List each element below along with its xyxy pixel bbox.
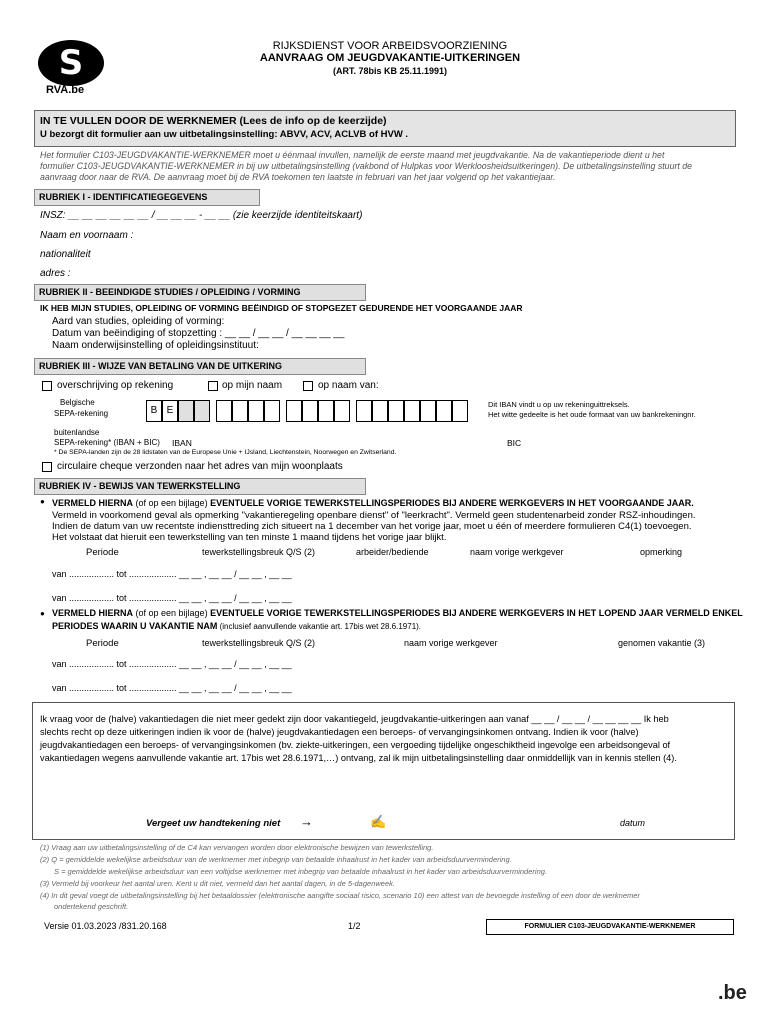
table1-row[interactable]: van .................. tot ................... __ __ , __ __ / __ __ , __ __	[52, 569, 292, 579]
intro-text-line: Het formulier C103-JEUGDVAKANTIE-WERKNEMER moet u éénmaal invullen, namelijk de eerste maand met jeugdvakantie. Na de vakantieperiode dient u het	[40, 150, 665, 160]
address-field-label[interactable]: adres :	[40, 268, 71, 279]
checkbox-other-name[interactable]	[303, 381, 313, 391]
form-legal-ref: (ART. 78bis KB 25.11.1991)	[332, 66, 448, 76]
table2-row[interactable]: van .................. tot ................... __ __ , __ __ / __ __ , __ __	[52, 683, 292, 693]
belgian-account-label: Belgische	[60, 398, 95, 407]
checkbox-own-name[interactable]	[208, 381, 218, 391]
foreign-iban-label[interactable]: IBAN	[172, 438, 192, 448]
iban-box[interactable]	[194, 400, 210, 422]
iban-box[interactable]	[404, 400, 420, 422]
section-title-rubriek-2: RUBRIEK II - BEEINDIGDE STUDIES / OPLEIDING / VORMING	[34, 284, 366, 301]
checkbox-cheque[interactable]	[42, 462, 52, 472]
iban-box[interactable]	[216, 400, 232, 422]
footnote: (3) Vermeld bij voorkeur het aantal uren. Kent u dit niet, vermeld dan het aantal dagen, in de 5-dagenweek.	[40, 879, 395, 888]
bic-label[interactable]: BIC	[507, 438, 522, 448]
iban-box: B	[146, 400, 162, 422]
iban-box[interactable]	[356, 400, 372, 422]
sepa-countries-note: * De SEPA-landen zijn de 28 lidstaten van de Europese Unie + IJsland, Liechtenstein, Noorwegen en Zwitserland.	[54, 449, 397, 456]
iban-box[interactable]	[232, 400, 248, 422]
table1-header-arbeider: arbeider/bediende	[356, 547, 429, 557]
intro-text-line: aanvraag door naar de RVA. De aanvraag moet bij de RVA toekomen ten laatste in februari van het jaar volgend op het vakantiejaar.	[40, 172, 556, 182]
insz-field[interactable]: INSZ: __ __ __ __ __ __ / __ __ __ - __ __ (zie keerzijde identiteitskaart)	[40, 210, 363, 221]
footnote: S = gemiddelde wekelijkse arbeidsduur van een voltijdse werknemer met inbegrip van betaalde inhaalrust in het kader van arbeidsduurvermindering.	[54, 867, 547, 876]
intro-text-line: formulier C103-JEUGDVAKANTIE-WERKNEMER in bij uw uitbetalingsinstelling (vakbond of Hulpkas voor Werkloosheidsuitkeringen). De uitbetalingsinstelling stuurt de	[40, 161, 693, 171]
arrow-right-icon: →	[300, 814, 313, 829]
footnote: ondertekend geschrift.	[54, 902, 129, 911]
institution-field[interactable]: Naam onderwijsinstelling of opleidingsinstituut:	[52, 340, 259, 351]
footnote: (4) In dit geval voegt de uitbetalingsinstelling bij het betaaldossier (elektronische aangifte sociaal risico, scenario 10) een attest van de bevoegde instelling of een door de werknemer	[40, 891, 640, 900]
study-type-field[interactable]: Aard van studies, opleiding of vorming:	[52, 316, 225, 327]
table2-header-werkgever: naam vorige werkgever	[404, 638, 498, 648]
rubriek-2-heading: IK HEB MIJN STUDIES, OPLEIDING OF VORMING BEËINDIGD OF STOPGEZET GEDURENDE HET VOORGAANDE JAAR	[40, 303, 523, 313]
date-field-label[interactable]: datum	[620, 818, 646, 828]
table1-header-werkgever: naam vorige werkgever	[470, 547, 564, 557]
nationality-field-label[interactable]: nationaliteit	[40, 249, 91, 260]
form-title: AANVRAAG OM JEUGDVAKANTIE-UITKERINGEN	[259, 52, 521, 64]
iban-note: Het witte gedeelte is het oude formaat van uw bankrekeningnr.	[488, 410, 696, 419]
table1-row[interactable]: van .................. tot ................... __ __ , __ __ / __ __ , __ __	[52, 593, 292, 603]
checkbox-cheque-label: circulaire cheque verzonden naar het adres van mijn woonplaats	[57, 461, 343, 472]
pen-icon: ✍	[370, 814, 387, 829]
foreign-sepa-label: SEPA-rekening* (IBAN + BIC)	[54, 438, 160, 447]
iban-box[interactable]	[420, 400, 436, 422]
form-code-box: FORMULIER C103-JEUGDVAKANTIE-WERKNEMER	[486, 919, 734, 935]
iban-box[interactable]	[264, 400, 280, 422]
iban-box: E	[162, 400, 178, 422]
table2-header-vakantie: genomen vakantie (3)	[618, 638, 706, 648]
iban-box[interactable]	[436, 400, 452, 422]
checkbox-other-name-label: op naam van:	[318, 380, 379, 391]
table1-header-period: Periode	[86, 547, 119, 558]
checkbox-own-name-label: op mijn naam	[222, 380, 283, 391]
bullet-icon: ●	[40, 497, 45, 506]
rubriek-4-para1-line: Het volstaat dat hieruit een tewerkstelling van ten minste 1 maand tijdens het vorige jaar blijkt.	[52, 532, 447, 543]
iban-box[interactable]	[318, 400, 334, 422]
checkbox-transfer[interactable]	[42, 381, 52, 391]
declaration-line: Ik vraag voor de (halve) vakantiedagen die niet meer gedekt zijn door vakantiegeld, jeugdvakantie-uitkeringen aan vanaf __ __ / __ __ / __ __ __ __ Ik heb	[40, 714, 669, 724]
iban-box[interactable]	[302, 400, 318, 422]
section-title-rubriek-1: RUBRIEK I - IDENTIFICATIEGEGEVENS	[34, 189, 260, 206]
agency-name: RIJKSDIENST VOOR ARBEIDSVOORZIENING	[272, 40, 508, 52]
declaration-line: vakantiedagen wegens aanvullende vakantie art. 17bis wet 28.6.1971,…) ontvang, zal ik mijn uitbetalingsinstelling daar onmiddellijk van in kennis stellen (4).	[40, 753, 677, 763]
signature-reminder: Vergeet uw handtekening niet	[146, 818, 281, 829]
footnote: (2) Q = gemiddelde wekelijkse arbeidsduur van de werknemer met inbegrip van betaalde inhaalrust in het kader van arbeidsduurvermindering.	[40, 855, 512, 864]
signature-field[interactable]	[348, 772, 712, 834]
rubriek-4-para1-line: Vermeld in voorkomend geval als opmerking "vakantieregeling openbare dienst" of "leerkracht". Vermeld geen studentenarbeid zonder RSZ-inhoudingen.	[52, 510, 696, 521]
table1-header-breuk: tewerkstellingsbreuk Q/S (2)	[202, 547, 316, 557]
declaration-line: slechts recht op deze uitkeringen indien ik voor de (halve) jeugdvakantiedagen een beroeps- of vervangingsinkomen ontvang. Indien ik voor (halve)	[40, 727, 639, 737]
bullet-icon: ●	[40, 609, 45, 618]
iban-box[interactable]	[452, 400, 468, 422]
table2-header-breuk: tewerkstellingsbreuk Q/S (2)	[202, 638, 316, 648]
be-logo: .be	[718, 982, 747, 1004]
iban-box[interactable]	[178, 400, 194, 422]
table2-row[interactable]: van .................. tot ................... __ __ , __ __ / __ __ , __ __	[52, 659, 292, 669]
iban-box[interactable]	[248, 400, 264, 422]
foreign-account-label: buitenlandse	[54, 428, 100, 437]
footnote: (1) Vraag aan uw uitbetalingsinstelling of de C4 kan vervangen worden door elektronische bewijzen van tewerkstelling.	[40, 843, 434, 852]
rubriek-4-para2-line1: VERMELD HIERNA (of op een bijlage) EVENTUELE VORIGE TEWERKSTELLINGSPERIODES BIJ ANDERE WERKGEVERS IN HET LOPEND JAAR VERMELD ENKEL	[52, 608, 743, 618]
rva-logo-text: RVA.be	[46, 84, 85, 96]
iban-note: Dit IBAN vindt u op uw rekeninguittreksels.	[488, 400, 630, 409]
section-title-rubriek-3: RUBRIEK III - WIJZE VAN BETALING VAN DE UITKERING	[34, 358, 366, 375]
instruction-heading: IN TE VULLEN DOOR DE WERKNEMER (Lees de info op de keerzijde)	[40, 115, 387, 127]
belgian-sepa-label: SEPA-rekening	[54, 409, 109, 418]
table1-header-opmerking: opmerking	[640, 547, 683, 557]
name-field-label[interactable]: Naam en voornaam :	[40, 230, 134, 241]
iban-box[interactable]	[372, 400, 388, 422]
page-number: 1/2	[348, 921, 361, 931]
rva-logo-mark: S	[58, 43, 84, 83]
rubriek-4-para2-line2: PERIODES WAARIN U VAKANTIE NAM (inclusief aanvullende vakantie art. 17bis wet 28.6.1971).	[52, 621, 422, 631]
end-date-field[interactable]: Datum van beëindiging of stopzetting : __ __ / __ __ / __ __ __ __	[52, 328, 345, 339]
instruction-subheading: U bezorgt dit formulier aan uw uitbetalingsinstelling: ABVV, ACV, ACLVB of HVW .	[40, 129, 409, 140]
iban-box[interactable]	[334, 400, 350, 422]
declaration-line: jeugdvakantiedagen een beroeps- of vervangingsinkomen (bv. ziekte-uitkeringen, een vergoeding tijdelijke ongeschiktheid ingevolge een arbeidsongeval of	[40, 740, 671, 750]
iban-box[interactable]	[286, 400, 302, 422]
checkbox-transfer-label: overschrijving op rekening	[57, 380, 174, 391]
table2-header-period: Periode	[86, 638, 119, 649]
rubriek-4-para1-line: Indien de datum van uw recentste indiensttreding zich situeert na 1 december van het vorige jaar, moet u één of meerdere formulieren C4(1) toevoegen.	[52, 521, 692, 532]
section-title-rubriek-4: RUBRIEK IV - BEWIJS VAN TEWERKSTELLING	[34, 478, 366, 495]
iban-box[interactable]	[388, 400, 404, 422]
rubriek-4-para1-line1: VERMELD HIERNA (of op een bijlage) EVENTUELE VORIGE TEWERKSTELLINGSPERIODES BIJ ANDERE WERKGEVERS IN HET VOORGAANDE JAAR.	[52, 498, 694, 508]
version-text: Versie 01.03.2023 /831.20.168	[44, 921, 167, 931]
